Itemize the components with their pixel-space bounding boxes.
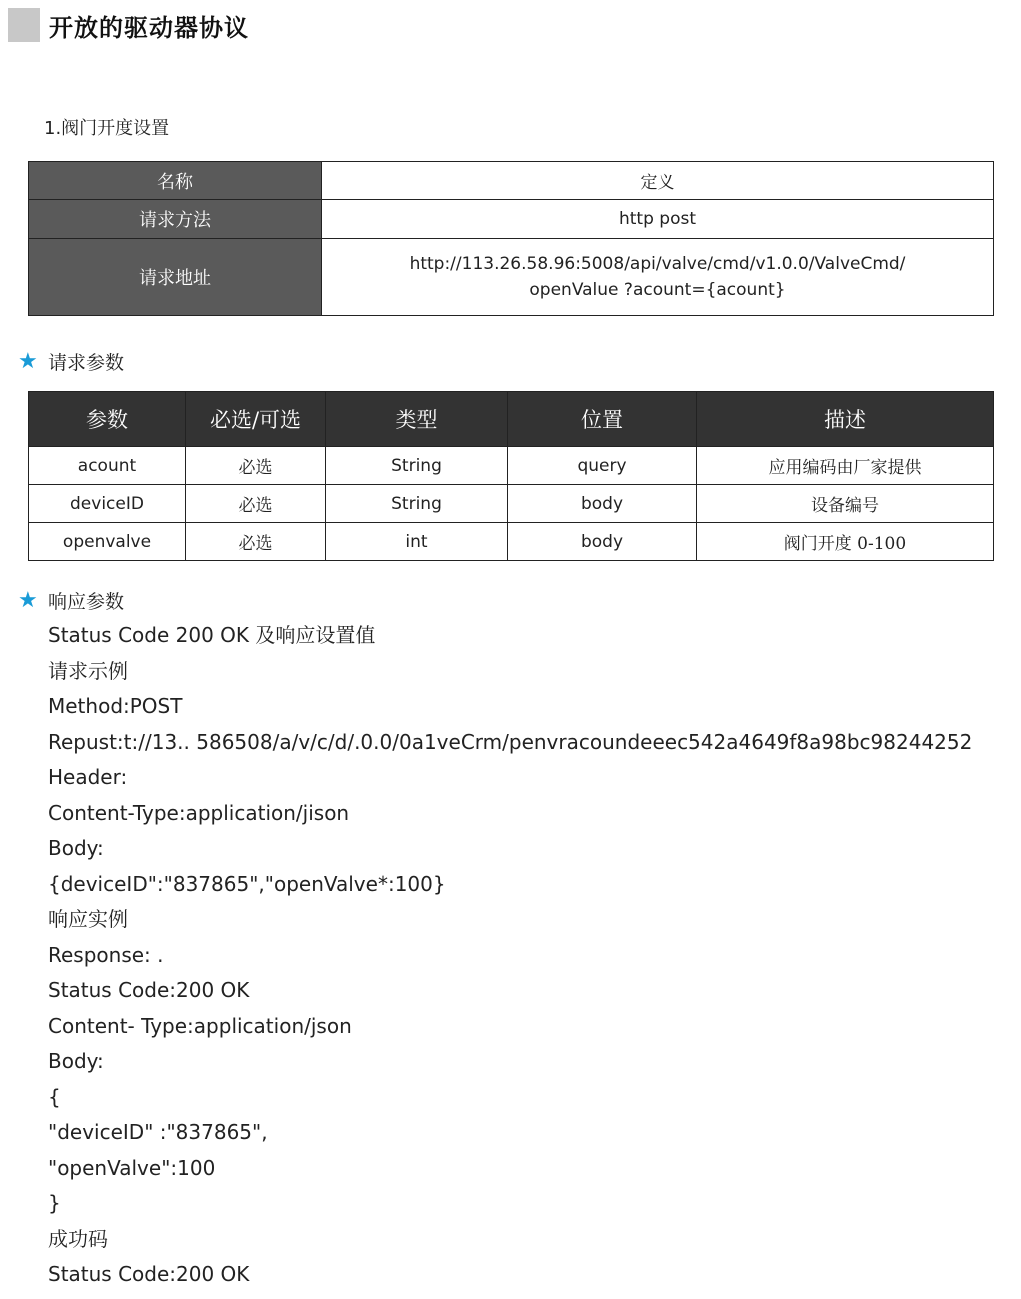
text-line: "deviceID" :"837865",	[48, 1120, 268, 1144]
table-cell: String	[326, 485, 508, 523]
table-row	[29, 239, 994, 316]
page-title: 开放的驱动器协议	[49, 13, 249, 42]
table-cell: 必选	[186, 485, 326, 523]
text-line: {deviceID":"837865","openValve*:100}	[48, 871, 446, 896]
table-cell: int	[326, 523, 508, 561]
column-header: 类型	[326, 392, 508, 447]
table-cell: query	[508, 447, 697, 485]
row-label: 请求方法	[29, 200, 322, 239]
table-row	[29, 447, 994, 485]
table-header-row	[29, 392, 994, 447]
header-marker	[8, 8, 40, 42]
text-line: Content-Type:application/jison	[48, 800, 350, 825]
table-cell: String	[326, 447, 508, 485]
table-row	[29, 523, 994, 561]
table-cell: openvalve	[29, 523, 186, 561]
text-line: Repust:t://13.. 586508/a/v/c/d/.0.0/0a1veCrm/penvracoundeeec542a4649f8a98bc98244252	[48, 729, 973, 754]
info-table	[28, 161, 994, 316]
table-cell: body	[508, 485, 697, 523]
table-cell: body	[508, 523, 697, 561]
table-cell: deviceID	[29, 485, 186, 523]
column-header: 位置	[508, 392, 697, 447]
heading-label: 请求参数	[48, 352, 125, 374]
text-line: Body:	[48, 836, 104, 860]
request-url-line2: openValue ?acount={acount}	[529, 280, 786, 300]
request-params-table	[28, 391, 994, 561]
table-cell: acount	[29, 447, 186, 485]
table-row	[29, 162, 994, 200]
table-cell: 阀门开度 0-100	[697, 523, 994, 561]
text-line: Header:	[48, 765, 128, 789]
row-label: 名称	[29, 162, 322, 200]
text-line: Method:POST	[48, 694, 183, 718]
text-line: {	[48, 1084, 61, 1109]
table-cell: 应用编码由厂家提供	[697, 447, 994, 485]
table-row	[29, 485, 994, 523]
table-cell: 设备编号	[697, 485, 994, 523]
text-line: Status Code:200 OK	[48, 978, 250, 1002]
text-line: Status Code 200 OK 及响应设置值	[48, 623, 376, 647]
request-url-line1: http://113.26.58.96:5008/api/valve/cmd/v1.0.0/ValveCmd/	[409, 254, 906, 274]
text-line: Content- Type:application/json	[48, 1013, 352, 1038]
request-params-heading	[18, 348, 124, 375]
row-value	[322, 239, 994, 316]
text-line: Status Code:200 OK	[48, 1262, 250, 1286]
response-params-heading	[18, 587, 124, 614]
row-value: http post	[322, 200, 994, 239]
column-header: 描述	[697, 392, 994, 447]
table-cell: 必选	[186, 523, 326, 561]
table-cell: 必选	[186, 447, 326, 485]
column-header: 参数	[29, 392, 186, 447]
text-line: 响应实例	[48, 907, 128, 931]
text-line: Response: .	[48, 942, 164, 967]
table-row	[29, 200, 994, 239]
text-line: 请求示例	[48, 658, 128, 683]
text-line: 成功码	[48, 1226, 108, 1251]
star-icon: ★	[18, 588, 38, 613]
column-header: 必选/可选	[186, 392, 326, 447]
section-header	[8, 8, 249, 42]
text-line: "openValve":100	[48, 1155, 216, 1180]
response-example-text	[48, 618, 972, 1293]
heading-label: 响应参数	[48, 591, 125, 613]
star-icon: ★	[18, 349, 38, 374]
text-line: Body:	[48, 1049, 104, 1073]
row-value: 定义	[322, 162, 994, 200]
subsection-title: 1.阀门开度设置	[44, 118, 170, 139]
text-line: }	[48, 1191, 61, 1215]
row-label: 请求地址	[29, 239, 322, 316]
